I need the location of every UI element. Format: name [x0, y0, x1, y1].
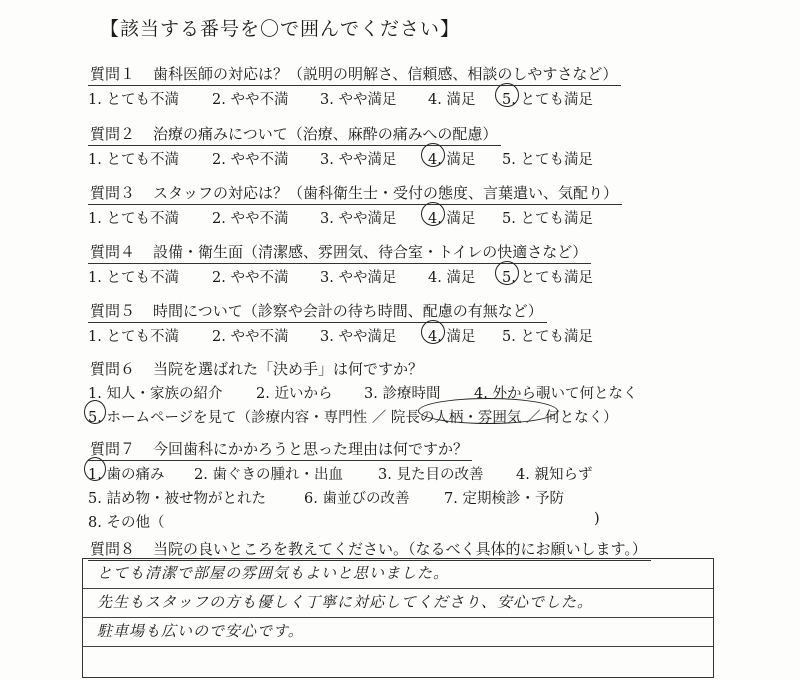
comment-line-1	[83, 559, 713, 589]
comment-line-4	[83, 646, 713, 675]
question-7	[88, 438, 748, 533]
free-comment-box[interactable]	[82, 558, 714, 678]
question-5-number: 質問５	[90, 302, 136, 320]
q7-option-1-selected[interactable]: 1. 歯の痛み	[88, 467, 165, 483]
q7-option-3[interactable]: 3. 見た目の改善	[378, 467, 484, 483]
question-5-title: 質問５ 時間について（診察や会計の待ち時間、配慮の有無など）	[88, 300, 547, 323]
q7-option-6[interactable]: 6. 歯並びの改善	[304, 491, 410, 507]
question-3	[88, 182, 728, 229]
q1-option-2[interactable]: 2. やや不満	[212, 92, 289, 108]
q2-option-1[interactable]: 1. とても不満	[88, 152, 179, 168]
q7-option-5[interactable]: 5. 詰め物・被せ物がとれた	[88, 491, 266, 507]
q2-option-2[interactable]: 2. やや不満	[212, 152, 289, 168]
q7-option-4[interactable]: 4. 親知らず	[516, 467, 593, 483]
question-7-number: 質問７	[90, 440, 136, 458]
q1-option-4[interactable]: 4. 満足	[428, 92, 476, 108]
q3-option-3[interactable]: 3. やや満足	[320, 211, 397, 227]
question-2	[88, 123, 728, 170]
q5-option-2[interactable]: 2. やや不満	[212, 329, 289, 345]
q5-option-1[interactable]: 1. とても不満	[88, 329, 179, 345]
q7-option-8[interactable]: 8. その他（	[88, 515, 165, 531]
question-6-title: 質問６ 当院を選ばれた「決め手」は何ですか？	[90, 360, 424, 378]
question-6	[88, 358, 748, 428]
question-4	[88, 241, 728, 288]
q6-option-1[interactable]: 1. 知人・家族の紹介	[88, 386, 223, 402]
q3-option-5[interactable]: 5. とても満足	[502, 211, 593, 227]
question-3-number: 質問３	[90, 184, 136, 202]
question-4-number: 質問４	[90, 243, 136, 261]
question-1-number: 質問１	[90, 65, 136, 83]
q5-option-3[interactable]: 3. やや満足	[320, 329, 397, 345]
handwritten-answer-1: とても清潔で部屋の雰囲気もよいと思いました。	[97, 564, 450, 582]
question-2-title: 質問２ 治療の痛みについて（治療、麻酔の痛みへの配慮）	[88, 123, 501, 146]
question-7-title: 質問７ 今回歯科にかかろうと思った理由は何ですか？	[88, 438, 472, 461]
q6-option-3[interactable]: 3. 診療時間	[364, 386, 441, 402]
q4-option-3[interactable]: 3. やや満足	[320, 270, 397, 286]
question-6-number: 質問６	[90, 360, 136, 378]
question-1	[88, 63, 728, 110]
handwritten-answer-2: 先生もスタッフの方も優しく丁寧に対応してくださり、安心でした。	[97, 593, 594, 611]
q6-option-2[interactable]: 2. 近いから	[256, 386, 333, 402]
q4-option-1[interactable]: 1. とても不満	[88, 270, 179, 286]
q1-option-3[interactable]: 3. やや満足	[320, 92, 397, 108]
q3-option-1[interactable]: 1. とても不満	[88, 211, 179, 227]
q4-option-4[interactable]: 4. 満足	[428, 270, 476, 286]
q5-option-5[interactable]: 5. とても満足	[502, 329, 593, 345]
question-8-number: 質問８	[90, 540, 136, 558]
question-1-title: 質問１ 歯科医師の対応は？（説明の明解さ、信頼感、相談のしやすさなど）	[88, 63, 621, 86]
q7-option-7[interactable]: 7. 定期検診・予防	[444, 491, 564, 507]
q6-option-4[interactable]: 4. 外から覗いて何となく	[474, 386, 638, 402]
q2-option-5[interactable]: 5. とても満足	[502, 152, 593, 168]
comment-line-3	[83, 617, 713, 647]
q1-option-5-selected[interactable]: 5. とても満足	[502, 92, 593, 108]
q2-option-4-selected[interactable]: 4. 満足	[428, 152, 476, 168]
q3-option-4-selected[interactable]: 4. 満足	[428, 211, 476, 227]
instruction-header: 【該当する番号を〇で囲んでください】	[100, 18, 461, 40]
question-3-title: 質問３ スタッフの対応は？（歯科衛生士・受付の態度、言葉遣い、気配り）	[88, 182, 622, 205]
q7-option-2[interactable]: 2. 歯ぐきの腫れ・出血	[194, 467, 343, 483]
q7-option-8-close-paren: )	[594, 511, 600, 527]
q5-option-4-selected[interactable]: 4. 満足	[428, 329, 476, 345]
question-2-number: 質問２	[90, 125, 136, 143]
question-5	[88, 300, 728, 347]
comment-line-2	[83, 588, 713, 618]
question-4-title: 質問４ 設備・衛生面（清潔感、雰囲気、待合室・トイレの快適さなど）	[88, 241, 591, 264]
q4-option-5-selected[interactable]: 5. とても満足	[502, 270, 593, 286]
q4-option-2[interactable]: 2. やや不満	[212, 270, 289, 286]
question-8-title: 質問８ 当院の良いところを教えてください。（なるべく具体的にお願いします。）	[88, 538, 651, 561]
q6-option-5-selected[interactable]: 5. ホームページを見て（診療内容・専門性 ／ 院長の人柄・雰囲気 ／ 何となく）	[88, 410, 618, 426]
handwritten-answer-3: 駐車場も広いので安心です。	[97, 622, 304, 640]
q3-option-2[interactable]: 2. やや不満	[212, 211, 289, 227]
q1-option-1[interactable]: 1. とても不満	[88, 92, 179, 108]
q2-option-3[interactable]: 3. やや満足	[320, 152, 397, 168]
